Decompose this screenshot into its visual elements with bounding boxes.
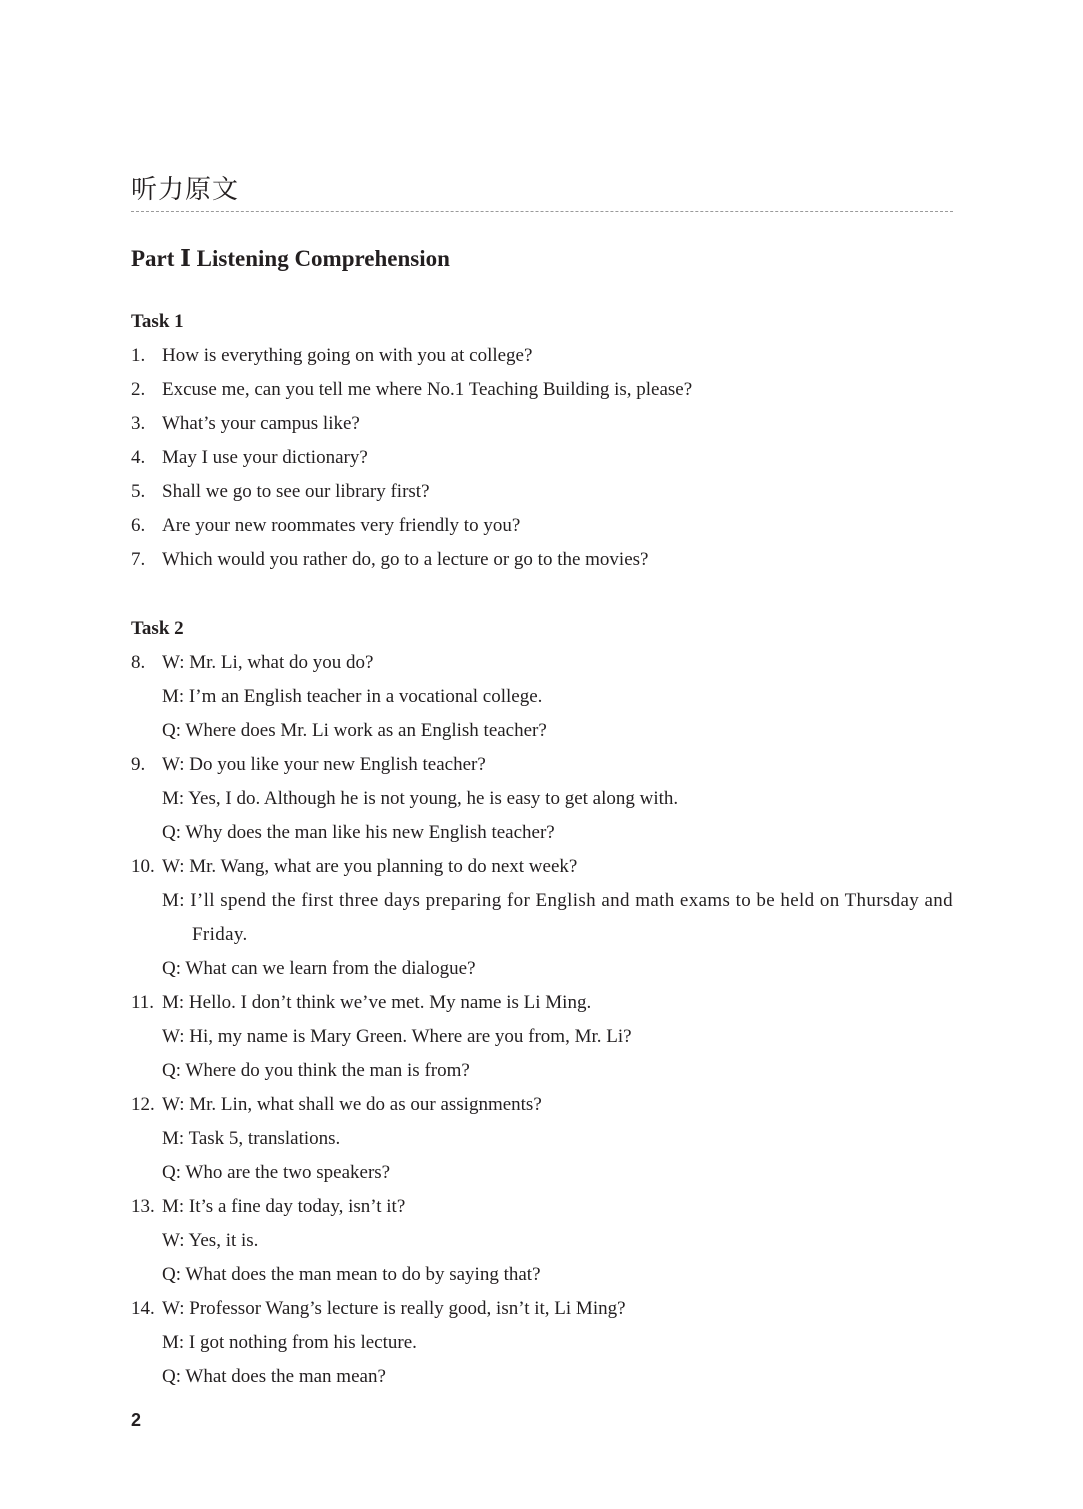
dialogue-line: W: Professor Wang’s lecture is really good, isn’t it, Li Ming?: [162, 1298, 626, 1319]
item-number: 8.: [131, 652, 146, 673]
dialogue-line: M: It’s a fine day today, isn’t it?: [162, 1196, 406, 1217]
page-number: 2: [131, 1410, 142, 1430]
question-line: Q: Why does the man like his new English teacher?: [162, 822, 555, 843]
task-2-list: [131, 646, 953, 1394]
dialogue-line: M: I got nothing from his lecture.: [162, 1332, 417, 1353]
item-line: Which would you rather do, go to a lecture or go to the movies?: [162, 549, 649, 570]
item-number: 13.: [131, 1196, 155, 1217]
item-number: 5.: [131, 481, 146, 502]
dialogue-line: M: I’m an English teacher in a vocational college.: [162, 686, 543, 707]
item-number: 3.: [131, 413, 146, 434]
question-line: Q: Where does Mr. Li work as an English teacher?: [162, 720, 547, 741]
dialogue-line: W: Mr. Wang, what are you planning to do next week?: [162, 856, 578, 877]
list-item: [131, 475, 953, 509]
document-page: [131, 0, 953, 1509]
item-number: 7.: [131, 549, 146, 570]
dialogue-line: W: Mr. Lin, what shall we do as our assignments?: [162, 1094, 542, 1115]
dialogue-line: M: Yes, I do. Although he is not young, he is easy to get along with.: [162, 788, 679, 809]
dialogue-line: W: Hi, my name is Mary Green. Where are you from, Mr. Li?: [162, 1026, 632, 1047]
question-line: Q: Who are the two speakers?: [162, 1162, 391, 1183]
question-line: Q: What does the man mean?: [162, 1366, 386, 1387]
list-item: [131, 1190, 953, 1292]
item-number: 10.: [131, 856, 155, 877]
question-line: Q: What can we learn from the dialogue?: [162, 958, 476, 979]
list-item: [131, 986, 953, 1088]
question-line: Q: Where do you think the man is from?: [162, 1060, 470, 1081]
list-item: [131, 646, 953, 748]
item-number: 14.: [131, 1298, 155, 1319]
task-1-list: [131, 339, 953, 577]
list-item: [131, 407, 953, 441]
item-line: How is everything going on with you at college?: [162, 345, 533, 366]
item-line: May I use your dictionary?: [162, 447, 368, 468]
item-number: 9.: [131, 754, 146, 775]
item-number: 4.: [131, 447, 146, 468]
dialogue-line: W: Yes, it is.: [162, 1230, 259, 1251]
item-line: Shall we go to see our library first?: [162, 481, 430, 502]
task-1-title: Task 1: [131, 311, 184, 332]
list-item: [131, 850, 953, 986]
dashed-divider: [131, 211, 953, 212]
dialogue-line: M: I’ll spend the first three days preparing for English and math exams to be held on Thursday and Friday.: [162, 890, 953, 945]
item-line: What’s your campus like?: [162, 413, 360, 434]
item-number: 11.: [131, 992, 155, 1013]
item-line: Are your new roommates very friendly to you?: [162, 515, 521, 536]
list-item: [131, 748, 953, 850]
dialogue-line: M: Task 5, translations.: [162, 1128, 341, 1149]
item-number: 12.: [131, 1094, 155, 1115]
item-number: 2.: [131, 379, 146, 400]
part-title: Part Ⅰ Listening Comprehension: [131, 246, 450, 271]
list-item: [131, 339, 953, 373]
list-item: [131, 1292, 953, 1394]
dialogue-line: W: Mr. Li, what do you do?: [162, 652, 374, 673]
item-number: 1.: [131, 345, 146, 366]
list-item: [131, 1088, 953, 1190]
task-2-title: Task 2: [131, 618, 184, 639]
question-line: Q: What does the man mean to do by saying that?: [162, 1264, 541, 1285]
list-item: [131, 441, 953, 475]
list-item: [131, 373, 953, 407]
list-item: [131, 543, 953, 577]
dialogue-line: M: Hello. I don’t think we’ve met. My name is Li Ming.: [162, 992, 592, 1013]
list-item: [131, 509, 953, 543]
dialogue-line: W: Do you like your new English teacher?: [162, 754, 486, 775]
item-number: 6.: [131, 515, 146, 536]
item-line: Excuse me, can you tell me where No.1 Teaching Building is, please?: [162, 379, 693, 400]
section-title: 听力原文: [131, 175, 240, 205]
